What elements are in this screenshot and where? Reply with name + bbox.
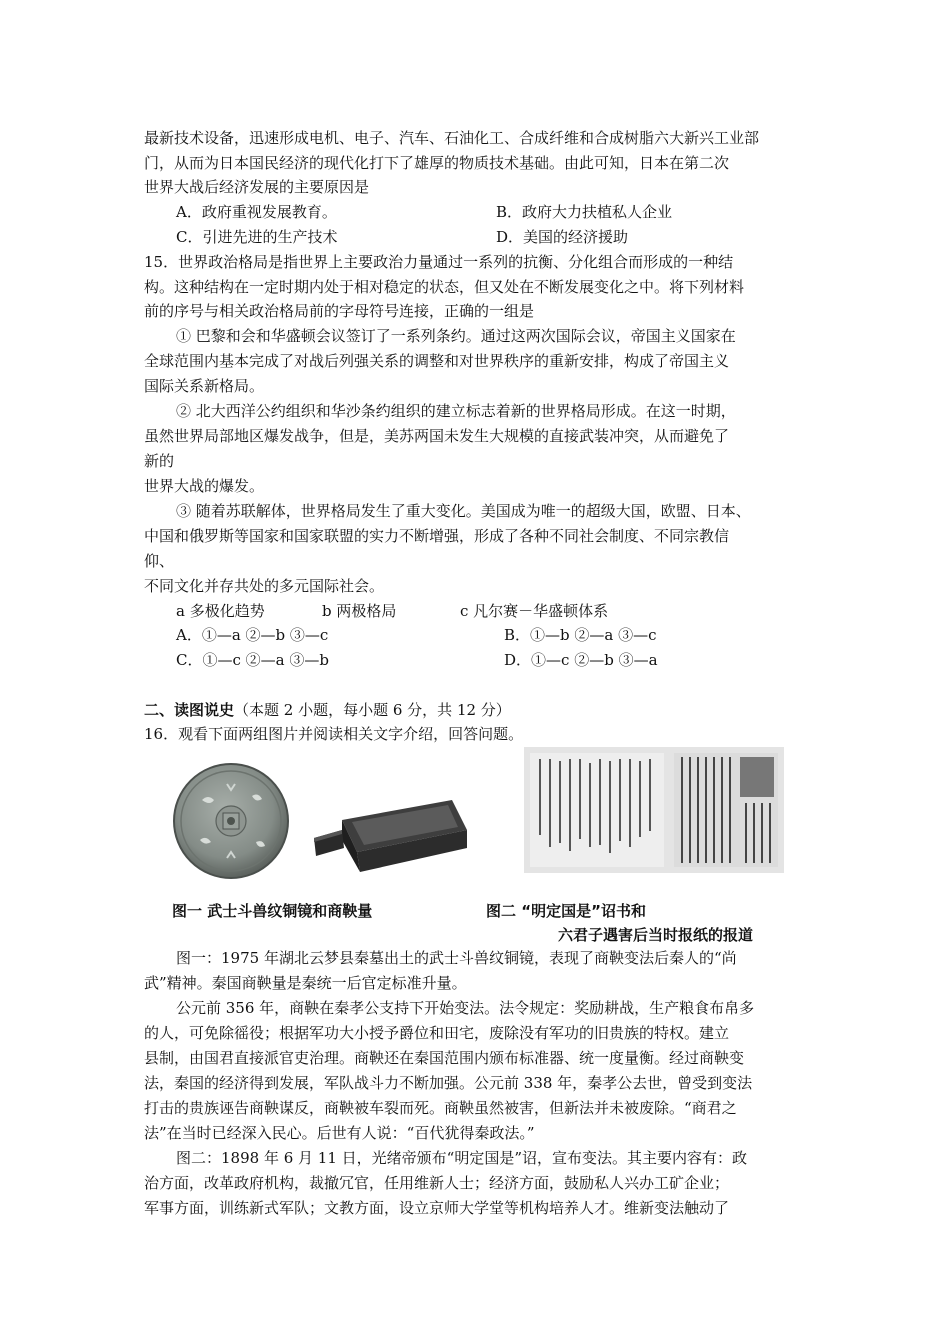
q14-option-b: B．政府大力扶植私人企业 <box>496 203 673 221</box>
q15-stem-3: 前的序号与相关政治格局前的字母符号连接，正确的一组是 <box>144 302 535 320</box>
q15-item2-line-4: 世界大战的爆发。 <box>144 477 265 495</box>
q15-option-b: B．①—b ②—a ③—c <box>504 626 657 644</box>
q15-item2-line-3: 新的 <box>144 452 175 470</box>
q16-para3-line-2: 治方面，改革政府机构，裁撤冗官，任用维新人士；经济方面，鼓励私人兴办工矿企业； <box>144 1174 730 1192</box>
q15-option-d: D．①—c ②—b ③—a <box>504 651 658 669</box>
q14-line-2: 门，从而为日本国民经济的现代化打下了雄厚的物质技术基础。由此可知，日本在第二次 <box>144 154 730 172</box>
edict-and-newspaper-image <box>524 747 784 873</box>
shang-yang-measure-image <box>312 790 472 880</box>
q16-para3-line-3: 军事方面，训练新式军队；文教方面，设立京师大学堂等机构培养人才。维新变法触动了 <box>144 1199 730 1217</box>
q16-para2-line-6: 法”在当时已经深入民心。后世有人说：“百代犹得秦政法。” <box>144 1124 535 1142</box>
q15-option-c: C．①—c ②—a ③—b <box>176 651 329 669</box>
q15-choice-a: a 多极化趋势 <box>176 602 265 620</box>
q16-para2-line-3: 县制，由国君直接派官吏治理。商鞅还在秦国范围内颁布标准器、统一度量衡。经过商鞅变 <box>144 1049 745 1067</box>
q16-para2-line-5: 打击的贵族诬告商鞅谋反，商鞅被车裂而死。商鞅虽然被害，但新法并未被废除。“商君之 <box>144 1099 737 1117</box>
q15-item3-line-3: 仰、 <box>144 552 175 570</box>
q15-stem-1: 15．世界政治格局是指世界上主要政治力量通过一系列的抗衡、分化组合而形成的一种结 <box>144 253 734 271</box>
q15-item1-line-3: 国际关系新格局。 <box>144 377 265 395</box>
figure-2-caption-line-1: 图二 “明定国是”诏书和 <box>486 902 646 920</box>
q15-item3-line-2: 中国和俄罗斯等国家和国家联盟的实力不断增强，形成了各种不同社会制度、不同宗教信 <box>144 527 730 545</box>
q16-para2-line-1: 公元前 356 年，商鞅在秦孝公支持下开始变法。法令规定：奖励耕战，生产粮食布帛多 <box>176 999 755 1017</box>
q14-line-1: 最新技术设备，迅速形成电机、电子、汽车、石油化工、合成纤维和合成树脂六大新兴工业部 <box>144 129 760 147</box>
section2-header <box>144 700 511 720</box>
bronze-mirror-image <box>172 762 290 880</box>
figure-1-caption: 图一 武士斗兽纹铜镜和商鞅量 <box>172 902 373 920</box>
q14-line-3: 世界大战后经济发展的主要原因是 <box>144 178 370 196</box>
q15-item2-line-1: ② 北大西洋公约组织和华沙条约组织的建立标志着新的世界格局形成。在这一时期， <box>176 402 736 420</box>
section2-heading: 二、读图说史 <box>144 701 235 719</box>
q14-option-d: D．美国的经济援助 <box>496 228 629 246</box>
q15-item1-line-2: 全球范围内基本完成了对战后列强关系的调整和对世界秩序的重新安排，构成了帝国主义 <box>144 352 730 370</box>
q15-item2-line-2: 虽然世界局部地区爆发战争，但是，美苏两国未发生大规模的直接武装冲突，从而避免了 <box>144 427 730 445</box>
q15-choice-c: c 凡尔赛－华盛顿体系 <box>460 602 609 620</box>
q16-para2-line-4: 法，秦国的经济得到发展，军队战斗力不断加强。公元前 338 年，秦孝公去世，曾受到变法 <box>144 1074 753 1092</box>
q14-option-a: A．政府重视发展教育。 <box>176 203 337 221</box>
section2-note: （本题 2 小题，每小题 6 分，共 12 分） <box>234 701 511 719</box>
figure-2-caption-line-2: 六君子遇害后当时报纸的报道 <box>558 926 754 944</box>
q16-para1-line-2: 武”精神。秦国商鞅量是秦统一后官定标准升量。 <box>144 974 467 992</box>
q15-item1-line-1: ① 巴黎和会和华盛顿会议签订了一系列条约。通过这两次国际会议，帝国主义国家在 <box>176 327 736 345</box>
q15-item3-line-1: ③ 随着苏联解体，世界格局发生了重大变化。美国成为唯一的超级大国，欧盟、日本、 <box>176 502 751 520</box>
q15-stem-2: 构。这种结构在一定时期内处于相对稳定的状态，但又处在不断发展变化之中。将下列材料 <box>144 278 745 296</box>
q15-item3-line-4: 不同文化并存共处的多元国际社会。 <box>144 577 385 595</box>
q16-para3-line-1: 图二：1898 年 6 月 11 日，光绪帝颁布“明定国是”诏，宣布变法。其主要内容有：政 <box>176 1149 747 1167</box>
q14-option-c: C．引进先进的生产技术 <box>176 228 338 246</box>
q16-para2-line-2: 的人，可免除徭役；根据军功大小授予爵位和田宅，废除没有军功的旧贵族的特权。建立 <box>144 1024 730 1042</box>
q15-option-a: A．①—a ②—b ③—c <box>176 626 329 644</box>
q15-choice-b: b 两极格局 <box>322 602 397 620</box>
q16-para1-line-1: 图一：1975 年湖北云梦县秦墓出土的武士斗兽纹铜镜，表现了商鞅变法后秦人的“尚 <box>176 949 737 967</box>
q16-stem: 16．观看下面两组图片并阅读相关文字介绍，回答问题。 <box>144 725 524 743</box>
